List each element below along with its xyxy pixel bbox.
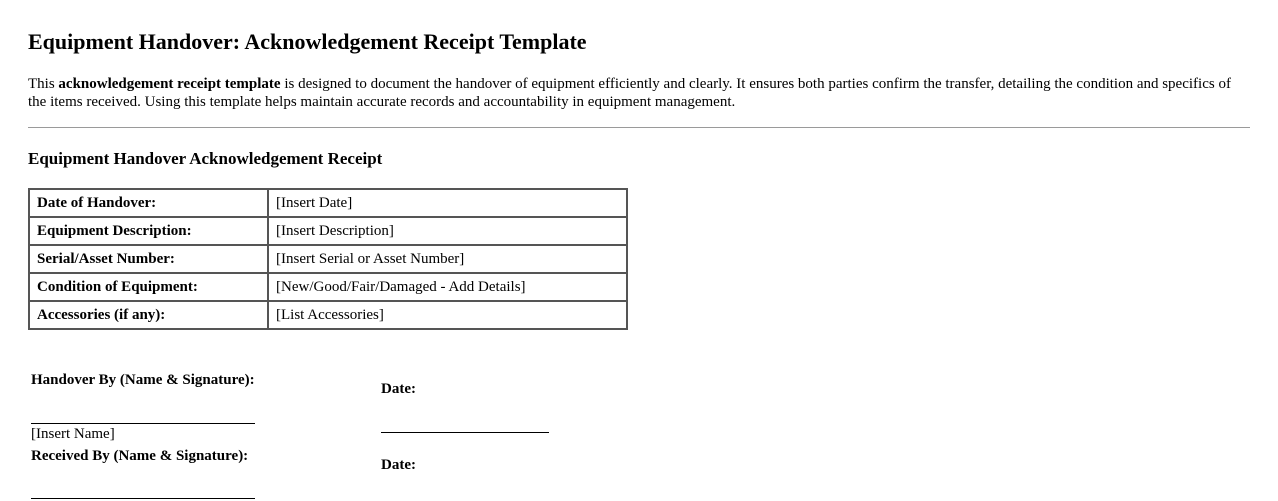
table-row (29, 301, 627, 329)
table-row (29, 189, 627, 217)
intro-suffix: is designed to document the handover of equipment efficiently and clearly. It ensures both parties confirm the transfer, detailing the condition and specifics of the items received. Using this template helps maintain accurate records and accountability in equipment management. (28, 76, 1231, 110)
field-label: Date of Handover: (29, 189, 268, 217)
handover-date-label: Date: (381, 381, 416, 397)
field-value: [Insert Date] (268, 189, 627, 217)
handover-date-line (381, 432, 549, 433)
field-label: Serial/Asset Number: (29, 245, 268, 273)
intro-paragraph (28, 75, 1250, 111)
table-row (29, 273, 627, 301)
page-title: Equipment Handover: Acknowledgement Receipt Template (28, 29, 587, 54)
handover-by-label: Handover By (Name & Signature): (31, 372, 255, 388)
field-label: Condition of Equipment: (29, 273, 268, 301)
received-date-label: Date: (381, 457, 416, 473)
received-signature-line (31, 498, 255, 499)
handover-signature-line (31, 423, 255, 424)
section-title: Equipment Handover Acknowledgement Receipt (28, 149, 383, 168)
field-value: [Insert Description] (268, 217, 627, 245)
table-row (29, 217, 627, 245)
handover-name-placeholder: [Insert Name] (31, 426, 115, 442)
field-value: [List Accessories] (268, 301, 627, 329)
field-value: [New/Good/Fair/Damaged - Add Details] (268, 273, 627, 301)
field-value: [Insert Serial or Asset Number] (268, 245, 627, 273)
field-label: Equipment Description: (29, 217, 268, 245)
table-row (29, 245, 627, 273)
section-divider (28, 127, 1250, 128)
receipt-table (28, 188, 628, 330)
received-by-label: Received By (Name & Signature): (31, 448, 249, 464)
field-label: Accessories (if any): (29, 301, 268, 329)
intro-emphasis: acknowledgement receipt template (58, 76, 281, 92)
intro-prefix: This (28, 76, 59, 92)
